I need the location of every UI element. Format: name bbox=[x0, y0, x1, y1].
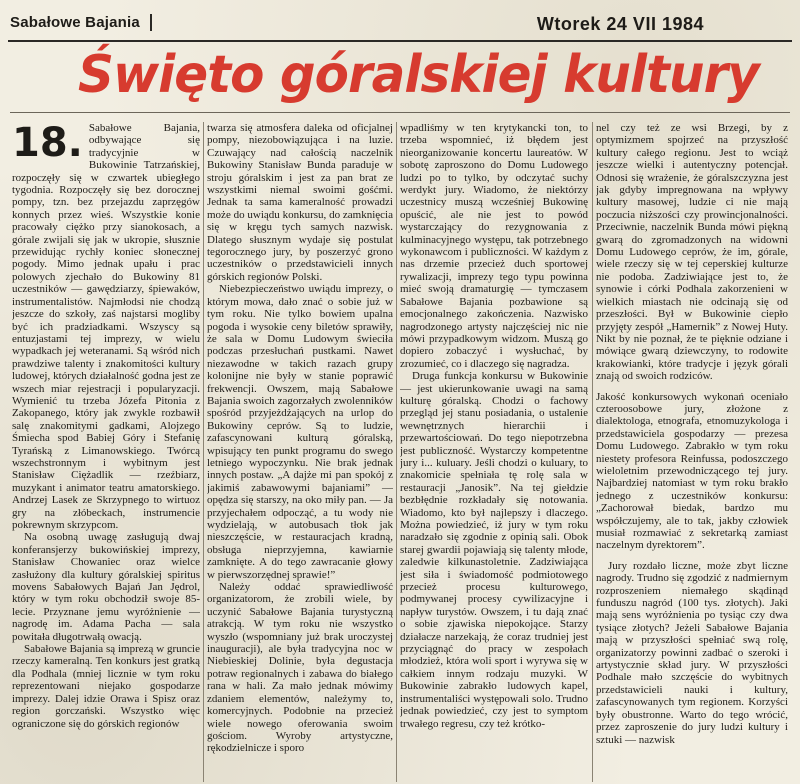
paragraph: Druga funkcja konkursu w Bukowinie — jest ukierunkowanie uwagi na samą kulturę góralską. Chodzi o fachowy przegląd jej stanu posiadania, o ustalenie wewnętrznych hierarchii i przewartościowań. Do tego niepotrzebna jest publiczność. Wystarczy kompetentne jury i... kuluary. Jeśli chodzi o kuluary, to znakomicie spełniała tę rolę sala w restauracji „Janosik”. Na tej giełdzie bezbłędnie rozkładały się notowania. Wiadomo, kto był najlepszy i dlaczego. Można powiedzieć, iż jury w tym roku naradzało się zgodnie z opinią sali. Obok starej gwardii pojawiają się talenty młode, zaledwie kilkunastoletnie. Zadziwiająca jest siła i świadomość podmiotowego przecież procesu kulturowego, podmywanej procesy cywilizacyjne i napływ turystów. Owszem, i tu dają znać o sobie zjawiska niepokojące. Starzy działacze narzekają, że coraz trudniej jest przyciągnąć do pracy w zespołach młodzież, która woli sport i wyrywa się w całkiem innym rodzaju muzyki. W Bukowinie zabrakło ludowych kapel, instrumentaliści występowali solo. Trudno jednak powiedzieć, czy jest to symptom trwałego regresu, czy też krótko- bbox=[400, 370, 588, 730]
article-column-1 bbox=[12, 122, 200, 782]
article-column-3 bbox=[400, 122, 588, 782]
section-title: Sabałowe Bajania bbox=[10, 14, 152, 31]
article-dropcap: 18. bbox=[12, 122, 83, 166]
paragraph: Należy oddać sprawiedliwość organizatorom, że zrobili wiele, by uczynić Sabałowe Bajania turystyczną atrakcją. W tym roku nie wszystko wyszło (wspomniany już brak uroczystej inauguracji), ale była tradycyjna noc w Niebieskiej Dolinie, była degustacja potraw regionalnych i zabawa do białego rana w hali. Za mało jednak mówimy zdaniem elementów, należymy to, komercyjnych. Podobnie na przecież wiele nowego oferowania swoim gościom. Wyroby artystyczne, rękodzielnicze i sporo bbox=[207, 581, 393, 755]
paragraph: wpadliśmy w ten krytykancki ton, to trzeba wspomnieć, iż błędem jest nieorganizowanie koncertu laureatów. W sobotę zaproszono do Domu Ludowego ludzi po to tylko, by odczytać suchy werdykt jury. Wiadomo, że niektórzy uczestnicy muszą wcześniej Bukowinę opuścić, ale nie jest to powód wystarczający do rezygnowania z kulminacyjnego występu, tak potrzebnego wykonawcom i publiczności. W każdym z nas drzemie przecież duch sportowej rywalizacji, imprezy tego typu powinna mieć swoją dramaturgię — tymczasem Sabałowe Bajania pozbawione są emocjonalnego zakończenia. Nazwisko nagrodzonego artysty najczęściej nic nie mówi przypadkowym widzom. Muszą go dopiero zobaczyć i wysłuchać, by zrozumieć, co i dlaczego się nagradza. bbox=[400, 122, 588, 370]
column-divider bbox=[592, 122, 593, 782]
paragraph: twarza się atmosfera daleka od oficjalnej pompy, niezobowiązująca i na luzie. Czuwający nad całością naczelnik Bukowiny Stanisław Bunda paraduje w stroju góralskim i jest za pan brat ze wszystkimi niemal swoimi gośćmi. Jednak ta sama kameralność prowadzi może do uwiądu konkursu, do zamknięcia się w kręgu tych samych nazwisk. Dlatego słusznym wydaje się postulat tegorocznego jury, by poszerzyć grono uczestników o przedstawicieli innych górskich regionów Polski. bbox=[207, 122, 393, 283]
paragraph: Jury rozdało liczne, może zbyt liczne nagrody. Trudno się zgodzić z nadmiernym rozproszeniem niemałego skądinąd funduszu nagród (100 tys. złotych). Jaki mają sens wyróżnienia po tysiąc czy dwa tysiące złotych? Jeżeli Sabałowe Bajania mają w przyszłości spełniać swą rolę, organizatorzy powinni zadbać o szeroki i artystycznie skład jury. W przyszłości Podhale mało szczęście do wybitnych przedstawicieli nauki i kultury, zafascynowanych tym regionem. Korzyści były obustronne. Warto do tego wrócić, przez zaproszenie do jury ludzi kultury i sztuki — nazwisk bbox=[596, 559, 788, 746]
paragraph: Na osobną uwagę zasługują dwaj konferansjerzy bukowińskiej imprezy, Stanisław Chowaniec oraz wielce zasłużony dla kultury góralskiej spiritus movens Sabałowych Bajań Jan Jędrol, który w tym roku obchodził swoje 85-lecie. Przyznane jemu wyróżnienie — nagrodę im. Adama Pacha — sala powitała długotrwałą owacją. bbox=[12, 531, 200, 643]
headline-rule bbox=[10, 112, 790, 113]
paragraph: Sabałowe Bajania są imprezą w gruncie rzeczy kameralną. Ten konkurs jest gratką dla Podhala (mniej licznie w tym roku reprezentowani niejako gospodarze imprezy. Dalej idzie Orawa i Spisz oraz region gorczański. Wszystko więc ograniczone się do górskich regionów bbox=[12, 643, 200, 730]
issue-date: Wtorek 24 VII 1984 bbox=[536, 14, 704, 34]
article-column-4 bbox=[596, 122, 788, 782]
article-column-2 bbox=[207, 122, 393, 782]
article-headline: Święto góralskiej kultury bbox=[78, 45, 759, 105]
paragraph: Sabałowe Bajania, odbywające się tradycyjnie w Bukowinie Tatrzańskiej, rozpoczęły się w czwartek ubiegłego tygodnia. Rozpoczęły się bez dorocznej pompy, tzn. bez przejazdu zaprzęgów konnych przez wieś. Wszystkie konie pracowały ciężko przy sianokosach, a górale zwijali się jak w ukropie, słusznie przewidując rychły koniec słonecznej pogody. Mimo jednak upału i prac polowych zjechało do Bukowiny 81 uczestników — gawędziarzy, śpiewaków, instrumentalistów. Najmłodsi nie chodzą jeszcze do szkoły, zaś najstarsi mogliby być ich pradziadkami. Wszyscy są entuzjastami tej imprezy, w wielu wypadkach jej weteranami. Są wśród nich prawdziwe talenty i znakomitości kultury ludowej, których działalność godna jest ze wszech miar rejestracji i popularyzacji. Wymienić tu trzeba Józefa Pitonia z Zakopanego, który jak zwykle rozbawił salę znakomitymi gadkami, Alojzego Śmiecha spod Babiej Góry i Stefanię Tyrańską z Limanowskiego. Twórcą wszechstronnym i wybitnym jest Stanisław Ciężadlik — rzeźbiarz, muzykant i animator teatru amatorskiego. Andrzej Lasek ze Skrzypnego to wirtuoz gry na złóbeckach, instrumencie pokrewnym skrzypcom. bbox=[12, 122, 200, 531]
paragraph: nel czy też ze wsi Brzegi, by z optymizmem spojrzeć na przyszłość kultury całego regionu. Jest to wciąż jeszcze wielki i autentyczny potencjał. Odnosi się wrażenie, że góralszczyzna jest jak gdyby impregnowana na wpływy kultury masowej, ludzie ci nie mają poczucia niższości czy prowincjonalności. Przeciwnie, naczelnik Bunda mówi piękną gwarą do zgromadzonych na widowni Domu Ludowego ceprów, że im, górale, wiele rzeczy się w tej ceperskiej kulturze nie podoba. Zadziwiające jest to, że synowie i córki Podhala zakorzenieni w wielkich miastach nie odcinają się od przeszłości. Był w Bukowinie ciepło przyjęty zespół „Hamernik” z Nowej Huty. Nikt by nie poznał, że te pięknie odziane i mówiące gwarą dziewczyny, to rodowite krakowianki, które tradycje i język górali znają od swoich rodziców. bbox=[596, 122, 788, 383]
column-divider bbox=[396, 122, 397, 782]
paragraph: Niebezpieczeństwo uwiądu imprezy, o którym mowa, dało znać o sobie już w tym roku. Nie tylko bowiem upalna pogoda i wysokie ceny biletów sprawiły, że sala w Domu Ludowym świeciła podczas przesłuchań pustkami. Nawet niezawodne w takich razach grupy kolonijne nie były w stanie poprawić frekwencji. Owszem, mają Sabałowe Bajania swoich zagorzałych zwolenników spośród przyjeżdżających na urlop do Bukowiny ceprów. Są to ludzie, zafascynowani kulturą góralską, wpisujący ten punkt programu do swego letniego wypoczynku. Nie brak jednak innych postaw. „A dajże mi pan spokój z jakimiś zabawowymi bajaniami” — opędza się starszy, na oko miły pan. — Ja przyjechałem odpocząć, a tu wody nie wydzielają, w autobusach tłok jak nieszczęście, w restauracjach kradną, obsługa nieprzyjemna, kawiarnie zamknięte. A do tego zawracanie głowy w pierwszorzędnej sprawie!” bbox=[207, 283, 393, 581]
header-rule bbox=[8, 40, 792, 42]
paragraph: Jakość konkursowych wykonań oceniało czteroosobowe jury, złożone z dialektologa, etnografa, etnomuzykologa i przedstawiciela gospodarzy — prezesa Domu Ludowego. Zabrakło w tym roku niestety profesora Reinfussa, podoszczego wieloletnim przewodniczącego tej jury. Najbardziej natomiast w tym roku brakło jednego z uczestników konkursu: „Zachorował biedak, bardzo mu współczujemy, ale to tak, jakby człowiek musiał rozmawiać z sekretarką zamiast naczelnym dyrektorem”. bbox=[596, 390, 788, 552]
column-divider bbox=[203, 122, 204, 782]
